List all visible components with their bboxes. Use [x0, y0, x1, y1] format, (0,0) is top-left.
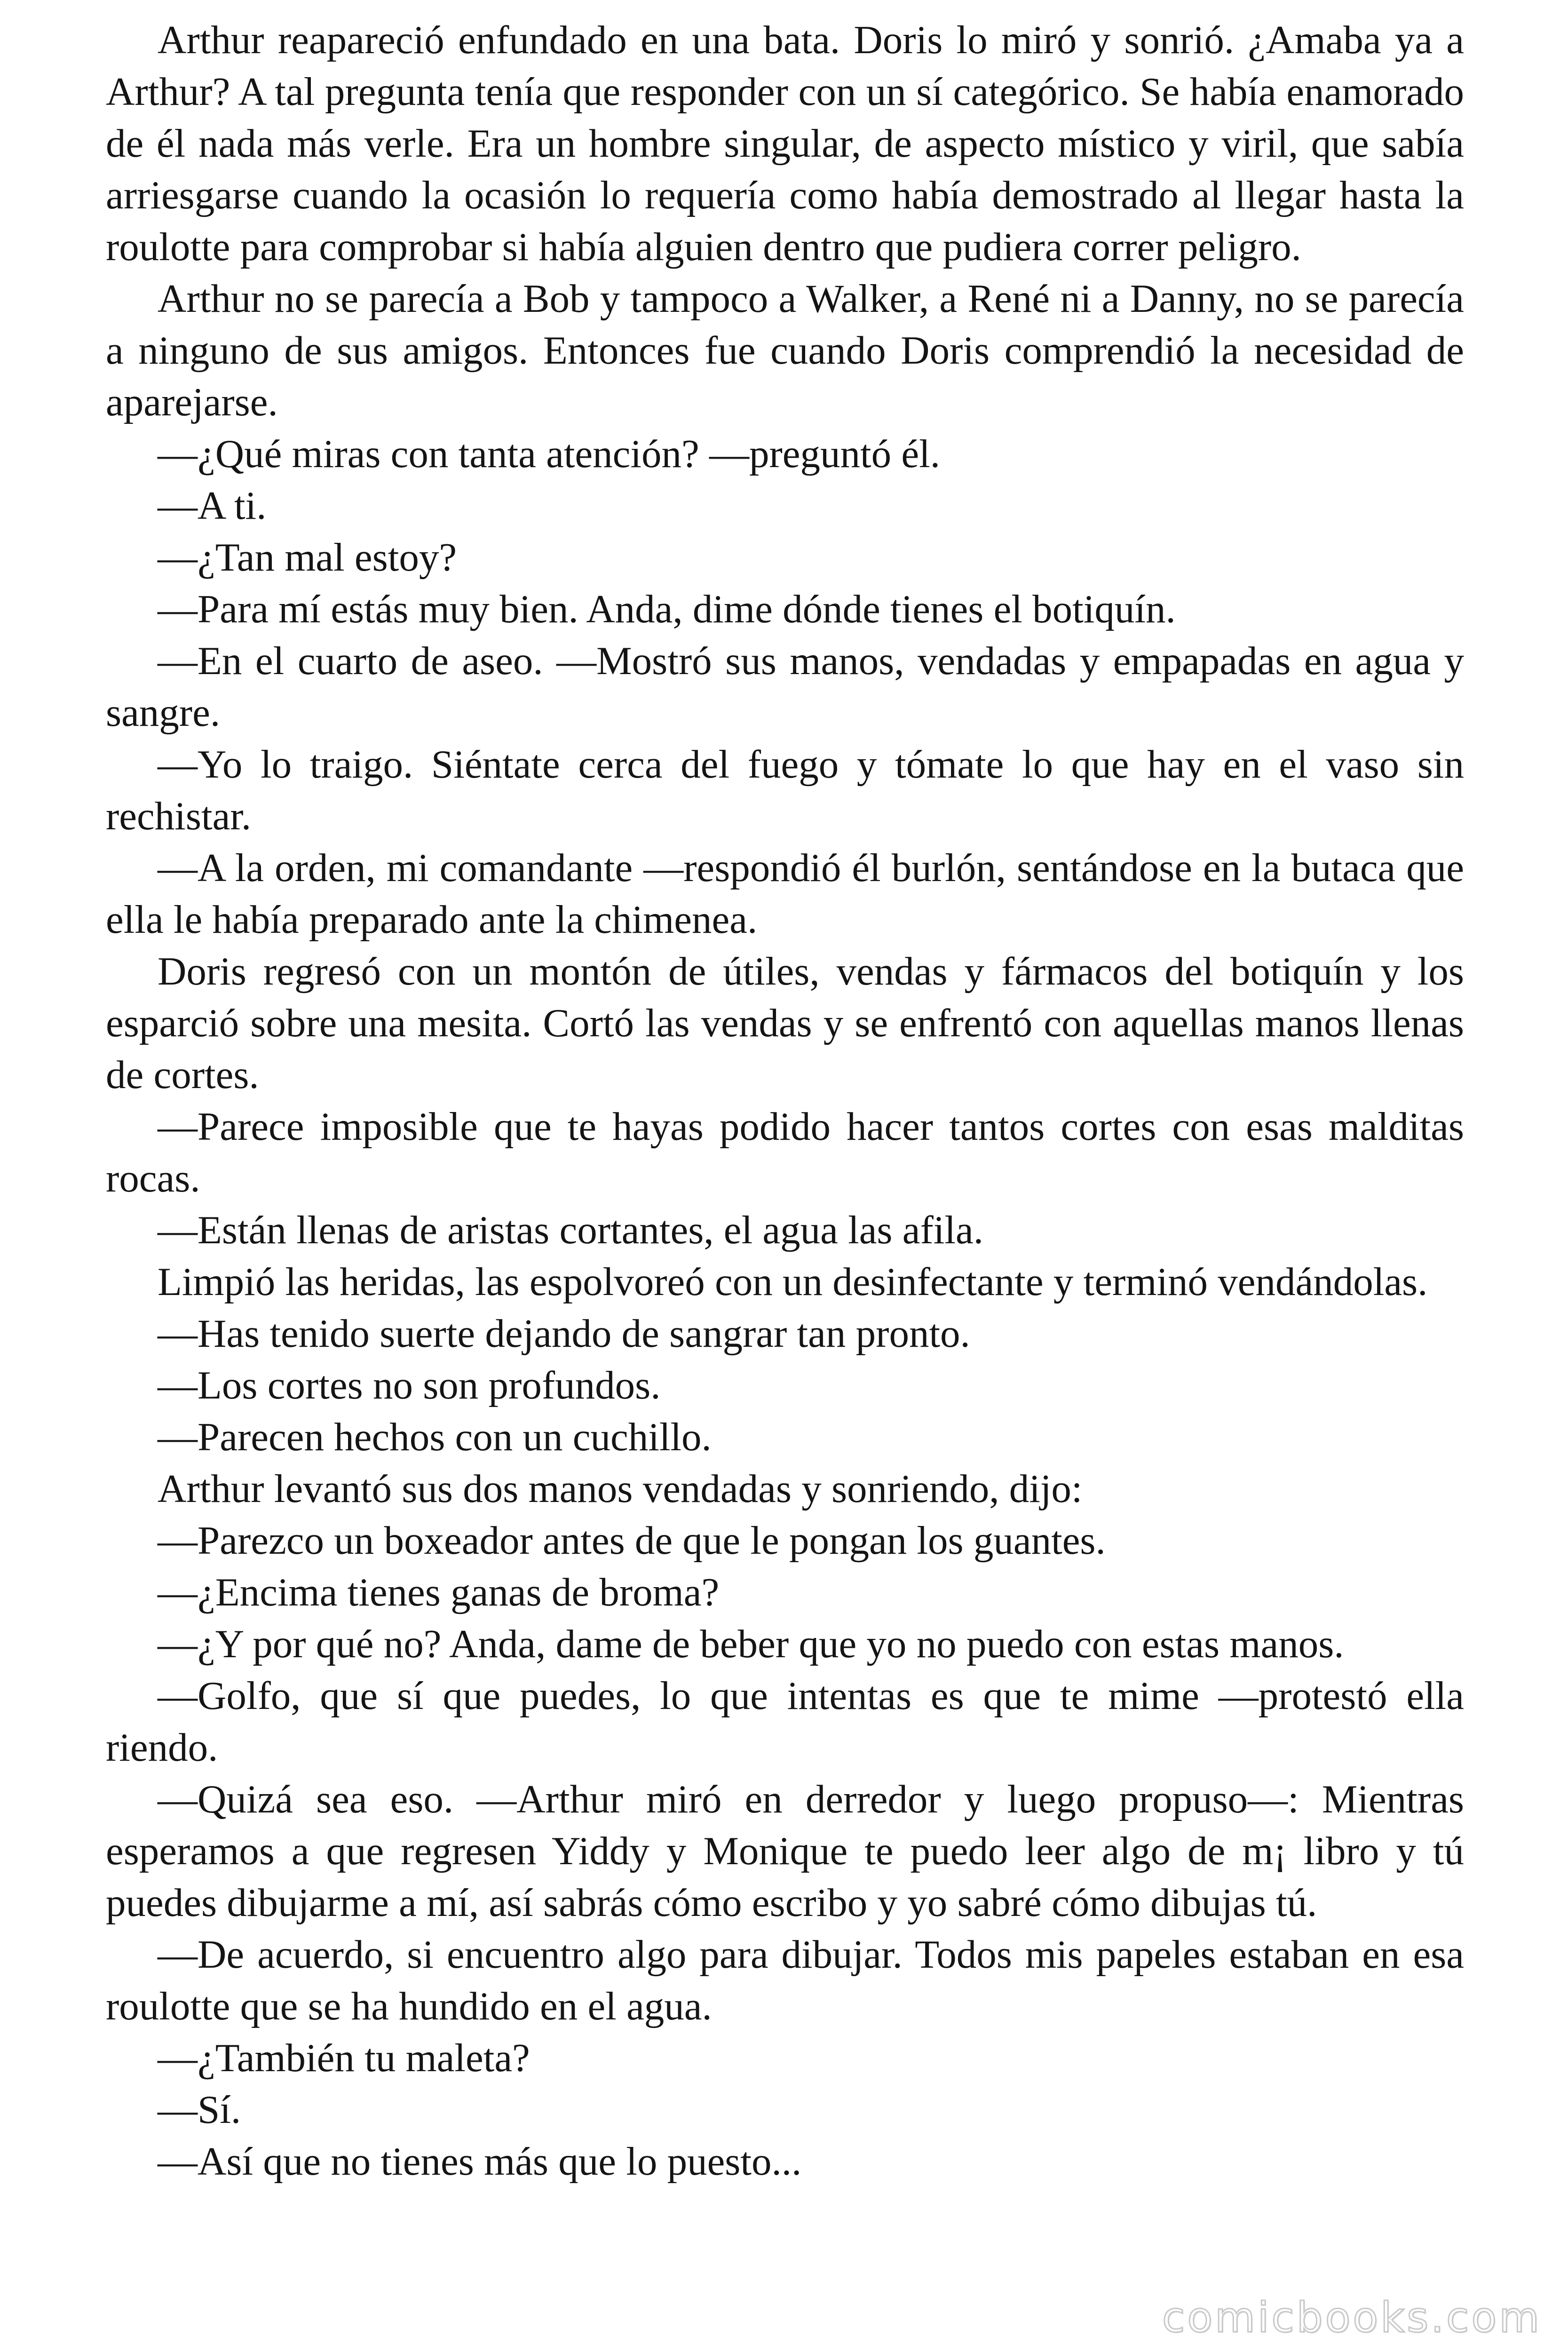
dialogue-line: —Sí.	[158, 2088, 241, 2132]
paragraph: Doris regresó con un montón de útiles, vendas y fármacos del botiquín y los esparció sobre una mesita. Cortó las vendas y se enfrentó con aquellas manos llenas de cortes.	[106, 949, 1464, 1097]
dialogue-line: —¿Tan mal estoy?	[158, 535, 457, 580]
dialogue-line: —¿Qué miras con tanta atención? —preguntó él.	[158, 432, 940, 476]
dialogue-line: —Para mí estás muy bien. Anda, dime dónde tienes el botiquín.	[158, 587, 1176, 631]
dialogue-line: —Están llenas de aristas cortantes, el agua las afila.	[158, 1208, 983, 1252]
dialogue-line: —¿Encima tienes ganas de broma?	[158, 1570, 720, 1614]
book-page-text	[106, 14, 1464, 2187]
paragraph: Arthur reapareció enfundado en una bata. Doris lo miró y sonrió. ¿Amaba ya a Arthur? A tal pregunta tenía que responder con un sí categórico. Se había enamorado de él nada más verle. Era un hombre singular, de aspecto místico y viril, que sabía arriesgarse cuando la ocasión lo requería como había demostrado al llegar hasta la roulotte para comprobar si había alguien dentro que pudiera correr peligro.	[106, 18, 1464, 269]
dialogue-line: —De acuerdo, si encuentro algo para dibujar. Todos mis papeles estaban en esa roulotte que se ha hundido en el agua.	[106, 1932, 1464, 2028]
paragraph: Arthur levantó sus dos manos vendadas y sonriendo, dijo:	[158, 1467, 1083, 1511]
dialogue-line: —Yo lo traigo. Siéntate cerca del fuego y tómate lo que hay en el vaso sin rechistar.	[106, 742, 1464, 838]
dialogue-line: —Parezco un boxeador antes de que le pongan los guantes.	[158, 1518, 1106, 1563]
dialogue-line: —Los cortes no son profundos.	[158, 1363, 661, 1407]
dialogue-line: —¿También tu maleta?	[158, 2036, 530, 2080]
dialogue-line: —Quizá sea eso. —Arthur miró en derredor y luego propuso—: Mientras esperamos a que regresen Yiddy y Monique te puedo leer algo de m¡ libro y tú puedes dibujarme a mí, así sabrás cómo escribo y yo sabré cómo dibujas tú.	[106, 1777, 1464, 1925]
dialogue-line: —Has tenido suerte dejando de sangrar tan pronto.	[158, 1311, 970, 1356]
dialogue-line: —Parecen hechos con un cuchillo.	[158, 1415, 712, 1459]
dialogue-line: —¿Y por qué no? Anda, dame de beber que yo no puedo con estas manos.	[158, 1622, 1344, 1666]
dialogue-line: —A la orden, mi comandante —respondió él burlón, sentándose en la butaca que ella le había preparado ante la chimenea.	[106, 846, 1464, 942]
dialogue-line: —En el cuarto de aseo. —Mostró sus manos, vendadas y empapadas en agua y sangre.	[106, 639, 1464, 735]
dialogue-line: —Parece imposible que te hayas podido hacer tantos cortes con esas malditas rocas.	[106, 1104, 1464, 1200]
dialogue-line: —Golfo, que sí que puedes, lo que intentas es que te mime —protestó ella riendo.	[106, 1674, 1464, 1770]
dialogue-line: —A ti.	[158, 484, 267, 528]
paragraph: Limpió las heridas, las espolvoreó con un desinfectante y terminó vendándolas.	[158, 1260, 1428, 1304]
dialogue-line: —Así que no tienes más que lo puesto...	[158, 2139, 802, 2184]
watermark: comicbooks.com	[1162, 2293, 1542, 2342]
paragraph: Arthur no se parecía a Bob y tampoco a Walker, a René ni a Danny, no se parecía a ninguno de sus amigos. Entonces fue cuando Doris comprendió la necesidad de aparejarse.	[106, 277, 1464, 424]
